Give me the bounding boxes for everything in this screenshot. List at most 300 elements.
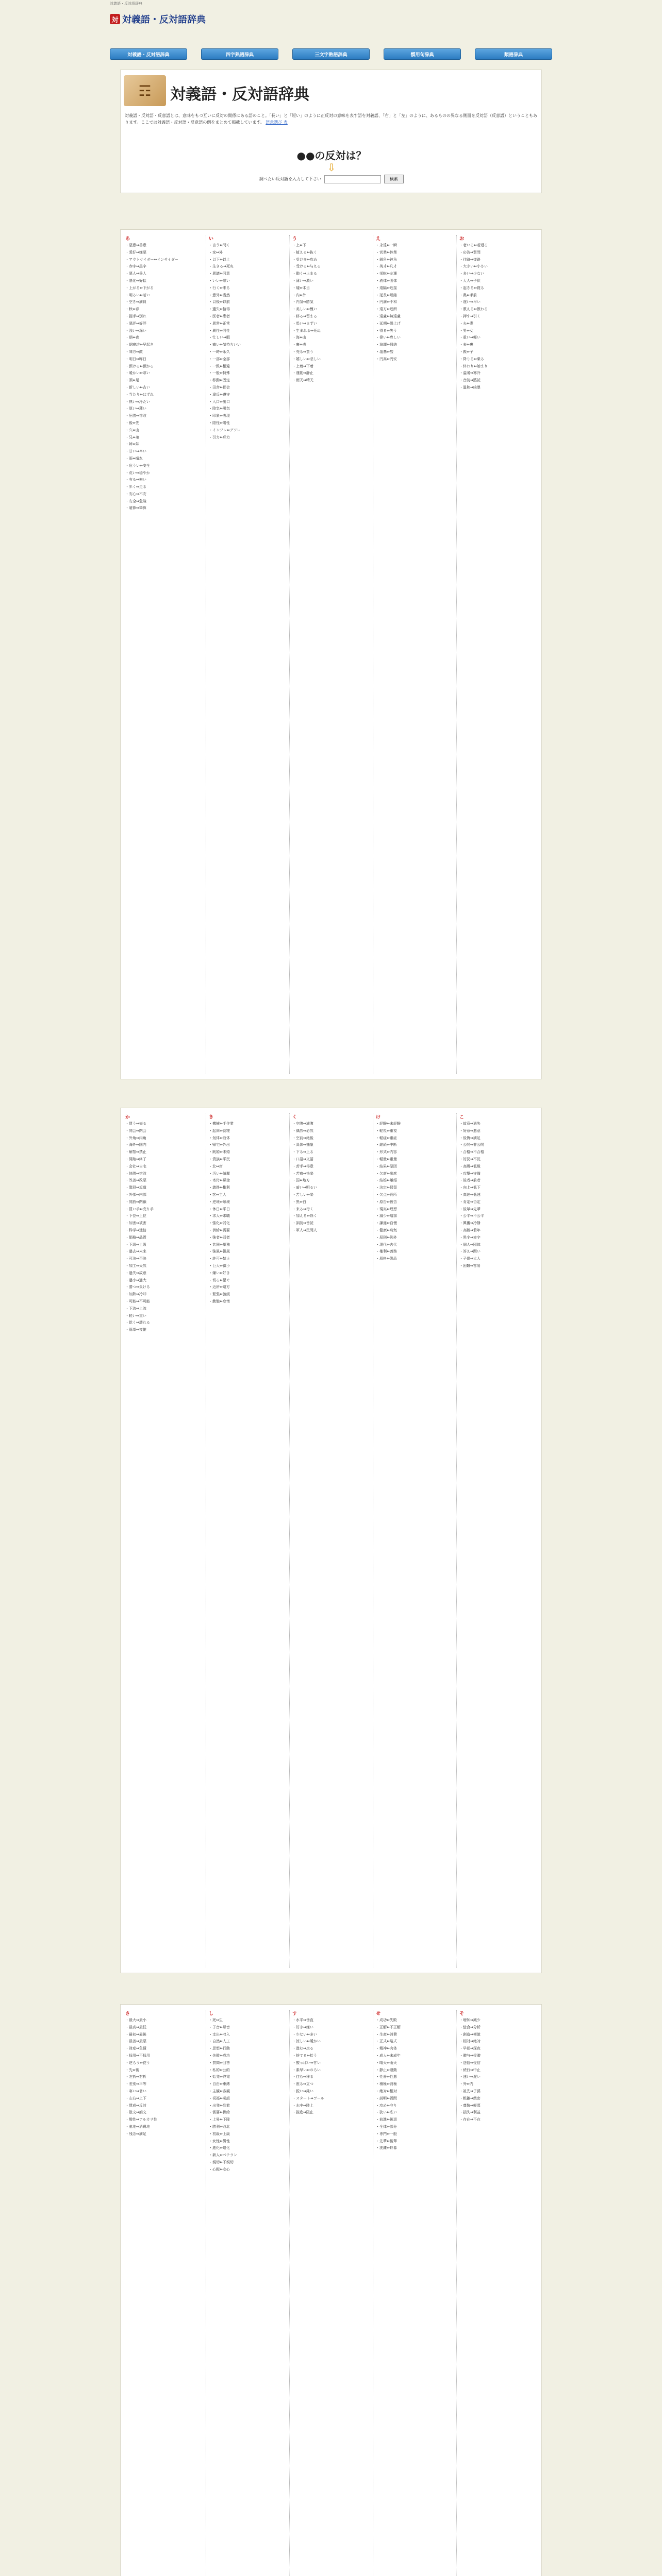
antonym-entry[interactable]: ・好況⇔不況 <box>459 1157 481 1161</box>
antonym-entry[interactable]: ・暖かい⇔寒い <box>125 371 150 376</box>
antonym-entry[interactable]: ・上⇔下 <box>292 243 306 247</box>
antonym-entry[interactable]: ・正式⇔略式 <box>376 2039 397 2044</box>
antonym-entry[interactable]: ・強者⇔弱者 <box>209 1235 230 1240</box>
antonym-entry[interactable]: ・開始⇔終了 <box>125 1157 146 1161</box>
antonym-entry[interactable]: ・送信⇔受信 <box>459 2060 481 2065</box>
antonym-entry[interactable]: ・口語⇔文語 <box>292 1157 313 1161</box>
antonym-entry[interactable]: ・答え⇔問い <box>459 1249 481 1254</box>
antonym-entry[interactable]: ・強化⇔弱化 <box>209 1221 230 1226</box>
antonym-entry[interactable]: ・穴⇔山 <box>125 428 139 432</box>
nav-idioms[interactable]: 慣用句辞典 <box>384 48 461 60</box>
antonym-entry[interactable]: ・後輩⇔先輩 <box>459 1207 481 1211</box>
antonym-entry[interactable]: ・一部⇔全部 <box>209 357 230 361</box>
antonym-entry[interactable]: ・勝利⇔敗北 <box>209 2124 230 2129</box>
antonym-entry[interactable]: ・田舎⇔都会 <box>209 385 230 389</box>
antonym-entry[interactable]: ・帰宅⇔外出 <box>209 1143 230 1147</box>
nav-four-character-idioms[interactable]: 四字熟語辞典 <box>201 48 278 60</box>
antonym-entry[interactable]: ・雨天⇔晴天 <box>292 378 313 383</box>
antonym-entry[interactable]: ・スタート⇔ゴール <box>292 2096 324 2100</box>
antonym-entry[interactable]: ・賛成⇔反対 <box>125 2103 146 2108</box>
antonym-entry[interactable]: ・差別⇔平等 <box>125 2082 146 2087</box>
antonym-entry[interactable]: ・裏⇔表 <box>292 343 306 347</box>
antonym-entry[interactable]: ・受け身⇔攻め <box>292 257 317 262</box>
antonym-entry[interactable]: ・原料⇔製品 <box>376 1257 397 1261</box>
antonym-entry[interactable]: ・安心⇔不安 <box>125 492 146 496</box>
antonym-entry[interactable]: ・軽量⇔重量 <box>376 1157 397 1161</box>
antonym-entry[interactable]: ・売る⇔買う <box>292 349 313 354</box>
antonym-entry[interactable]: ・後悔⇔満足 <box>459 1136 481 1140</box>
antonym-entry[interactable]: ・違反⇔遵守 <box>209 392 230 397</box>
antonym-entry[interactable]: ・客⇔主人 <box>209 1192 226 1197</box>
antonym-entry[interactable]: ・好意⇔悪意 <box>459 1128 481 1133</box>
antonym-entry[interactable]: ・捨てる⇔拾う <box>292 2053 317 2058</box>
antonym-entry[interactable]: ・終わり⇔始まり <box>459 364 488 368</box>
antonym-entry[interactable]: ・総合⇔分析 <box>459 2025 481 2029</box>
antonym-entry[interactable]: ・質問⇔回答 <box>209 2060 230 2065</box>
antonym-entry[interactable]: ・現代⇔古代 <box>376 1242 397 1247</box>
antonym-entry[interactable]: ・乾く⇔濡れる <box>125 1320 150 1325</box>
antonym-entry[interactable]: ・巨大⇔微小 <box>209 1263 230 1268</box>
antonym-entry[interactable]: ・降りる⇔乗る <box>459 357 484 361</box>
antonym-entry[interactable]: ・意外⇔当然 <box>209 293 230 297</box>
antonym-entry[interactable]: ・秋⇔春 <box>125 307 139 312</box>
antonym-entry[interactable]: ・温暖⇔寒冷 <box>459 371 481 376</box>
antonym-entry[interactable]: ・営業⇔休業 <box>376 250 397 255</box>
antonym-entry[interactable]: ・偶然⇔必然 <box>292 1128 313 1133</box>
antonym-entry[interactable]: ・財産⇔負債 <box>125 2046 146 2051</box>
antonym-entry[interactable]: ・産地⇔消費地 <box>125 2124 150 2129</box>
antonym-entry[interactable]: ・鋭角⇔鈍角 <box>376 257 397 262</box>
antonym-entry[interactable]: ・大きい⇔小さい <box>459 264 488 269</box>
antonym-entry[interactable]: ・公開⇔非公開 <box>459 1143 484 1147</box>
antonym-entry[interactable]: ・アウトサイダー⇔インサイダー <box>125 257 178 262</box>
antonym-entry[interactable]: ・現実⇔理想 <box>376 1207 397 1211</box>
antonym-entry[interactable]: ・成功⇔失敗 <box>376 2018 397 2022</box>
antonym-entry[interactable]: ・思想⇔行動 <box>209 2046 230 2051</box>
antonym-entry[interactable]: ・解禁⇔禁止 <box>125 1150 146 1155</box>
antonym-entry[interactable]: ・増加⇔減少 <box>459 2018 481 2022</box>
antonym-entry[interactable]: ・公平⇔不公平 <box>459 1214 484 1218</box>
antonym-entry[interactable]: ・応答⇔質問 <box>459 250 481 255</box>
antonym-entry[interactable]: ・栄転⇔左遷 <box>376 272 397 276</box>
antonym-entry[interactable]: ・黒字⇔赤字 <box>459 1235 481 1240</box>
antonym-entry[interactable]: ・有る⇔無い <box>125 478 146 482</box>
antonym-entry[interactable]: ・異議⇔同意 <box>209 272 230 276</box>
antonym-entry[interactable]: ・教える⇔教わる <box>459 307 488 312</box>
antonym-entry[interactable]: ・継続⇔中断 <box>376 1143 397 1147</box>
antonym-entry[interactable]: ・階段⇔坂道 <box>125 1185 146 1190</box>
antonym-entry[interactable]: ・悪人⇔善人 <box>125 272 146 276</box>
antonym-entry[interactable]: ・失敗⇔成功 <box>209 2053 230 2058</box>
antonym-entry[interactable]: ・行く⇔来る <box>209 285 230 290</box>
antonym-entry[interactable]: ・肯定⇔否定 <box>459 1199 481 1204</box>
antonym-entry[interactable]: ・薄い⇔濃い <box>292 278 313 283</box>
antonym-entry[interactable]: ・下流⇔上流 <box>125 1306 146 1311</box>
antonym-entry[interactable]: ・先輩⇔後輩 <box>376 2139 397 2143</box>
antonym-entry[interactable]: ・円高⇔円安 <box>376 357 397 361</box>
antonym-entry[interactable]: ・勝つ⇔負ける <box>125 1285 150 1290</box>
antonym-entry[interactable]: ・買い手⇔売り手 <box>125 1207 154 1211</box>
antonym-entry[interactable]: ・形式⇔内容 <box>376 1150 397 1155</box>
antonym-entry[interactable]: ・圧勝⇔惨敗 <box>125 414 146 418</box>
antonym-entry[interactable]: ・多い⇔少ない <box>459 272 484 276</box>
antonym-entry[interactable]: ・心配⇔安心 <box>209 2167 230 2172</box>
antonym-entry[interactable]: ・共同⇔単独 <box>209 1242 230 1247</box>
antonym-entry[interactable]: ・全体⇔部分 <box>376 2124 397 2129</box>
antonym-entry[interactable]: ・生きる⇔死ぬ <box>209 264 234 269</box>
antonym-entry[interactable]: ・高速⇔低速 <box>459 1192 481 1197</box>
antonym-entry[interactable]: ・散文⇔韻文 <box>125 2110 146 2115</box>
antonym-entry[interactable]: ・訓読⇔音読 <box>292 1221 313 1226</box>
antonym-entry[interactable]: ・一時⇔永久 <box>209 349 230 354</box>
antonym-entry[interactable]: ・創造⇔模倣 <box>459 2032 481 2037</box>
antonym-entry[interactable]: ・生まれる⇔死ぬ <box>292 328 321 333</box>
antonym-entry[interactable]: ・始発⇔終電 <box>209 2075 230 2079</box>
antonym-entry[interactable]: ・愛好⇔嫌悪 <box>125 250 146 255</box>
antonym-entry[interactable]: ・損失⇔利益 <box>459 2110 481 2115</box>
antonym-entry[interactable]: ・赤字⇔黒字 <box>125 264 146 269</box>
antonym-entry[interactable]: ・遠慮⇔無遠慮 <box>376 314 401 318</box>
antonym-entry[interactable]: ・荒い⇔穏やか <box>125 470 150 475</box>
antonym-entry[interactable]: ・女性⇔男性 <box>209 2139 230 2143</box>
antonym-entry[interactable]: ・合格⇔不合格 <box>459 1150 484 1155</box>
antonym-entry[interactable]: ・円満⇔不和 <box>376 300 397 304</box>
antonym-entry[interactable]: ・進む⇔戻る <box>292 2046 313 2051</box>
antonym-entry[interactable]: ・得る⇔失う <box>376 328 397 333</box>
antonym-entry[interactable]: ・苦手⇔得意 <box>292 1164 313 1168</box>
antonym-entry[interactable]: ・攻め⇔守り <box>376 2103 397 2108</box>
antonym-entry[interactable]: ・大人⇔子供 <box>459 278 481 283</box>
antonym-entry[interactable]: ・謙遜⇔自慢 <box>376 1221 397 1226</box>
antonym-entry[interactable]: ・遠隔⇔近接 <box>376 285 397 290</box>
antonym-entry[interactable]: ・自然⇔人工 <box>209 2039 230 2044</box>
antonym-entry[interactable]: ・鋭い⇔鈍い <box>292 2089 313 2093</box>
antonym-entry[interactable]: ・押す⇔引く <box>459 314 481 318</box>
antonym-entry[interactable]: ・忙しい⇔暇 <box>209 335 230 340</box>
antonym-entry[interactable]: ・加熱⇔冷却 <box>125 1292 146 1297</box>
antonym-entry[interactable]: ・以後⇔以前 <box>209 300 230 304</box>
antonym-entry[interactable]: ・内⇔外 <box>292 293 306 297</box>
antonym-entry[interactable]: ・危うい⇔安全 <box>125 463 150 468</box>
antonym-entry[interactable]: ・遺失⇔拾得 <box>209 307 230 312</box>
antonym-entry[interactable]: ・兄⇔弟 <box>125 435 139 439</box>
antonym-entry[interactable]: ・近所⇔遠方 <box>209 1285 230 1290</box>
antonym-entry[interactable]: ・左折⇔右折 <box>125 2075 146 2079</box>
antonym-entry[interactable]: ・洗練⇔野暮 <box>376 2146 397 2150</box>
antonym-entry[interactable]: ・出発⇔到着 <box>209 2103 230 2108</box>
antonym-entry[interactable]: ・奥⇔手前 <box>459 293 477 297</box>
antonym-entry[interactable]: ・上昇⇔下降 <box>209 2117 230 2122</box>
antonym-entry[interactable]: ・甘い⇔辛い <box>125 449 146 454</box>
antonym-entry[interactable]: ・健康⇔病気 <box>376 1228 397 1232</box>
antonym-entry[interactable]: ・需要⇔供給 <box>209 2110 230 2115</box>
antonym-entry[interactable]: ・既婚⇔未婚 <box>209 1150 230 1155</box>
antonym-entry[interactable]: ・説明⇔質問 <box>376 2096 397 2100</box>
antonym-entry[interactable]: ・少ない⇔多い <box>292 2032 317 2037</box>
antonym-entry[interactable]: ・酸性⇔アルカリ性 <box>125 2117 157 2122</box>
nav-synonyms[interactable]: 類語辞典 <box>475 48 552 60</box>
antonym-entry[interactable]: ・権利⇔義務 <box>376 1249 397 1254</box>
antonym-entry[interactable]: ・相対⇔絶対 <box>459 2039 481 2044</box>
antonym-entry[interactable]: ・空腹⇔満腹 <box>292 1122 313 1126</box>
antonym-entry[interactable]: ・私的⇔公的 <box>209 2067 230 2072</box>
antonym-entry[interactable]: ・好き⇔嫌い <box>292 2025 313 2029</box>
antonym-entry[interactable]: ・改善⇔改悪 <box>125 1178 146 1183</box>
antonym-entry[interactable]: ・主観⇔客観 <box>209 2089 230 2093</box>
antonym-entry[interactable]: ・採用⇔不採用 <box>125 2053 150 2058</box>
antonym-entry[interactable]: ・黒⇔白 <box>292 1199 306 1204</box>
antonym-entry[interactable]: ・姉⇔妹 <box>125 442 139 447</box>
antonym-entry[interactable]: ・熱い⇔冷たい <box>125 399 150 404</box>
antonym-entry[interactable]: ・新人⇔ベテラン <box>209 2153 237 2158</box>
antonym-entry[interactable]: ・外⇔内 <box>459 2082 473 2087</box>
antonym-entry[interactable]: ・早朝⇔深夜 <box>459 2046 481 2051</box>
antonym-entry[interactable]: ・気体⇔液体 <box>209 1136 230 1140</box>
antonym-entry[interactable]: ・緊張⇔弛緩 <box>209 1292 230 1297</box>
antonym-entry[interactable]: ・下位⇔上位 <box>125 1214 146 1218</box>
antonym-entry[interactable]: ・音読⇔黙読 <box>459 378 481 383</box>
antonym-entry[interactable]: ・絶対⇔相対 <box>376 2089 397 2093</box>
antonym-entry[interactable]: ・供給⇔需要 <box>209 1228 230 1232</box>
antonym-entry[interactable]: ・内気⇔勝気 <box>292 300 313 304</box>
antonym-entry[interactable]: ・強風⇔微風 <box>209 1249 230 1254</box>
antonym-entry[interactable]: ・嬉しい⇔悲しい <box>292 357 321 361</box>
antonym-entry[interactable]: ・加害⇔被害 <box>125 1221 146 1226</box>
antonym-entry[interactable]: ・老いる⇔若返る <box>459 243 488 247</box>
antonym-entry[interactable]: ・起床⇔就寝 <box>209 1128 230 1133</box>
antonym-entry[interactable]: ・積極⇔消極 <box>376 2082 397 2087</box>
antonym-entry[interactable]: ・最高⇔最低 <box>125 2025 146 2029</box>
antonym-entry[interactable]: ・買う⇔売る <box>125 1122 146 1126</box>
antonym-entry[interactable]: ・逆境⇔順境 <box>209 1199 230 1204</box>
antonym-entry[interactable]: ・困難⇔容易 <box>459 1263 481 1268</box>
antonym-entry[interactable]: ・贈与⇔受贈 <box>459 2053 481 2058</box>
nav-three-character-idioms[interactable]: 三文字熟語辞典 <box>292 48 370 60</box>
antonym-entry[interactable]: ・空き⇔満員 <box>125 300 146 304</box>
antonym-entry[interactable]: ・貴族⇔平民 <box>209 1157 230 1161</box>
antonym-entry[interactable]: ・涼しい⇔暖かい <box>292 2039 321 2044</box>
antonym-entry[interactable]: ・子供⇔大人 <box>459 1257 481 1261</box>
antonym-entry[interactable]: ・休日⇔平日 <box>209 1207 230 1211</box>
antonym-entry[interactable]: ・引力⇔斥力 <box>209 435 230 439</box>
antonym-entry[interactable]: ・偉い⇔卑しい <box>376 335 401 340</box>
antonym-entry[interactable]: ・嘘⇔本当 <box>292 285 310 290</box>
antonym-entry[interactable]: ・外部⇔内部 <box>125 1192 146 1197</box>
antonym-entry[interactable]: ・素早い⇔のろい <box>292 2067 321 2072</box>
antonym-entry[interactable]: ・加える⇔除く <box>292 1214 317 1218</box>
antonym-entry[interactable]: ・水平⇔垂直 <box>292 2018 313 2022</box>
antonym-entry[interactable]: ・永遠⇔一瞬 <box>376 243 397 247</box>
antonym-entry[interactable]: ・明るい⇔暗い <box>125 293 150 297</box>
antonym-entry[interactable]: ・義務⇔権利 <box>209 1185 230 1190</box>
antonym-entry[interactable]: ・祖先⇔子孫 <box>459 2089 481 2093</box>
antonym-entry[interactable]: ・国⇔地方 <box>292 1178 310 1183</box>
antonym-entry[interactable]: ・許可⇔禁止 <box>209 1257 230 1261</box>
antonym-entry[interactable]: ・移動⇔固定 <box>209 378 230 383</box>
antonym-entry[interactable]: ・下級⇔上級 <box>125 1242 146 1247</box>
antonym-entry[interactable]: ・朝⇔夜 <box>125 335 139 340</box>
antonym-entry[interactable]: ・延長⇔短縮 <box>376 293 397 297</box>
antonym-entry[interactable]: ・言う⇔聞く <box>209 243 230 247</box>
antonym-entry[interactable]: ・支出⇔収入 <box>209 2032 230 2037</box>
antonym-entry[interactable]: ・科学⇔迷信 <box>125 1228 146 1232</box>
antonym-entry[interactable]: ・水中⇔陸上 <box>292 2103 313 2108</box>
antonym-entry[interactable]: ・起きる⇔寝る <box>459 285 484 290</box>
antonym-entry[interactable]: ・結果⇔原因 <box>376 1164 397 1168</box>
antonym-entry[interactable]: ・悪化⇔好転 <box>125 278 146 283</box>
antonym-entry[interactable]: ・性善⇔性悪 <box>376 2075 397 2079</box>
antonym-entry[interactable]: ・高級⇔低級 <box>459 1164 481 1168</box>
antonym-entry[interactable]: ・残念⇔満足 <box>125 2131 146 2136</box>
nav-antonym-dictionary[interactable]: 対義語・反対語辞典 <box>110 48 187 60</box>
antonym-entry[interactable]: ・新しい⇔古い <box>125 385 150 389</box>
antonym-entry[interactable]: ・苦しい⇔楽 <box>292 1192 313 1197</box>
antonym-entry[interactable]: ・個人⇔団体 <box>459 1242 481 1247</box>
antonym-entry[interactable]: ・当たり⇔はずれ <box>125 392 154 397</box>
antonym-entry[interactable]: ・美しい⇔醜い <box>292 307 317 312</box>
antonym-entry[interactable]: ・祝福⇔呪詛 <box>209 2096 230 2100</box>
antonym-entry[interactable]: ・親⇔子 <box>459 349 473 354</box>
antonym-entry[interactable]: ・速い⇔遅い <box>459 2075 481 2079</box>
antonym-entry[interactable]: ・植える⇔抜く <box>292 250 317 255</box>
antonym-entry[interactable]: ・握手⇔別れ <box>125 314 146 318</box>
antonym-entry[interactable]: ・往路⇔復路 <box>459 257 481 262</box>
antonym-entry[interactable]: ・先⇔後 <box>125 2067 139 2072</box>
antonym-entry[interactable]: ・空前⇔絶後 <box>292 1136 313 1140</box>
antonym-entry[interactable]: ・歩く⇔走る <box>125 485 146 489</box>
antonym-entry[interactable]: ・味方⇔敵 <box>125 349 143 354</box>
antonym-entry[interactable]: ・開放⇔閉鎖 <box>125 1199 146 1204</box>
antonym-entry[interactable]: ・死⇔生 <box>209 2018 223 2022</box>
antonym-entry[interactable]: ・下る⇔上る <box>292 1150 313 1155</box>
antonym-entry[interactable]: ・受ける⇔与える <box>292 264 321 269</box>
antonym-entry[interactable]: ・陰性⇔陽性 <box>209 420 230 425</box>
antonym-entry[interactable]: ・住む⇔移る <box>292 2075 313 2079</box>
antonym-entry[interactable]: ・異常⇔正常 <box>209 321 230 326</box>
antonym-entry[interactable]: ・外角⇔内角 <box>125 1136 146 1140</box>
antonym-entry[interactable]: ・快勝⇔惜敗 <box>125 1171 146 1176</box>
antonym-entry[interactable]: ・いい⇔悪い <box>209 278 230 283</box>
antonym-entry[interactable]: ・推進⇔阻止 <box>292 2110 313 2115</box>
antonym-entry[interactable]: ・厚い⇔薄い <box>125 406 146 411</box>
antonym-entry[interactable]: ・遅い⇔早い <box>459 300 481 304</box>
antonym-entry[interactable]: ・温和⇔凶暴 <box>459 385 481 389</box>
antonym-entry[interactable]: ・簡単⇔複雑 <box>125 1328 146 1332</box>
antonym-entry[interactable]: ・汚い⇔綺麗 <box>209 1171 230 1176</box>
antonym-entry[interactable]: ・家⇔外 <box>209 250 223 255</box>
antonym-entry[interactable]: ・一般⇔特殊 <box>209 371 230 376</box>
antonym-entry[interactable]: ・狭い⇔広い <box>376 2110 397 2115</box>
antonym-entry[interactable]: ・一致⇔相違 <box>209 364 230 368</box>
antonym-entry[interactable]: ・欠席⇔出席 <box>376 1171 397 1176</box>
antonym-entry[interactable]: ・開会⇔閉会 <box>125 1128 146 1133</box>
antonym-entry[interactable]: ・表⇔裏 <box>459 343 473 347</box>
antonym-entry[interactable]: ・男⇔女 <box>459 328 473 333</box>
antonym-entry[interactable]: ・過去⇔未来 <box>125 1249 146 1254</box>
antonym-entry[interactable]: ・生産⇔消費 <box>376 2032 397 2037</box>
antonym-entry[interactable]: ・精神⇔肉体 <box>376 2046 397 2051</box>
antonym-entry[interactable]: ・前進⇔後退 <box>376 2117 397 2122</box>
antonym-entry[interactable]: ・重い⇔軽い <box>459 335 481 340</box>
antonym-entry[interactable]: ・馬い⇔まずい <box>292 321 317 326</box>
search-input[interactable] <box>324 175 381 183</box>
antonym-entry[interactable]: ・動く⇔止まる <box>292 272 317 276</box>
antonym-entry[interactable]: ・明日⇔昨日 <box>125 357 146 361</box>
antonym-entry[interactable]: ・進化⇔退化 <box>209 2146 230 2150</box>
antonym-entry[interactable]: ・正解⇔不正解 <box>376 2025 401 2029</box>
antonym-entry[interactable]: ・朝寝坊⇔早起き <box>125 343 154 347</box>
antonym-entry[interactable]: ・以下⇔以上 <box>209 257 230 262</box>
antonym-entry[interactable]: ・過失⇔故意 <box>125 1270 146 1275</box>
site-logo[interactable] <box>110 11 206 27</box>
antonym-entry[interactable]: ・最善⇔最悪 <box>125 2039 146 2044</box>
antonym-entry[interactable]: ・原告⇔被告 <box>376 1199 397 1204</box>
antonym-entry[interactable]: ・延期⇔繰上げ <box>376 321 401 326</box>
antonym-entry[interactable]: ・軽症⇔重症 <box>376 1136 397 1140</box>
antonym-entry[interactable]: ・晴天⇔雨天 <box>376 2060 397 2065</box>
antonym-entry[interactable]: ・最大⇔最小 <box>125 2018 146 2022</box>
antonym-entry[interactable]: ・過小⇔過大 <box>125 1278 146 1282</box>
antonym-entry[interactable]: ・自由⇔束縛 <box>209 2082 230 2087</box>
antonym-entry[interactable]: ・勤勉⇔怠惰 <box>209 1299 230 1303</box>
antonym-entry[interactable]: ・苦痛⇔快楽 <box>292 1171 313 1176</box>
antonym-entry[interactable]: ・左右⇔上下 <box>125 2096 146 2100</box>
antonym-entry[interactable]: ・暗算⇔筆算 <box>125 506 146 511</box>
antonym-entry[interactable]: ・悪評⇔好評 <box>125 321 146 326</box>
antonym-entry[interactable]: ・入口⇔出口 <box>209 399 230 404</box>
antonym-entry[interactable]: ・経験⇔未経験 <box>376 1122 401 1126</box>
antonym-entry[interactable]: ・軽い⇔重い <box>125 1313 146 1318</box>
antonym-entry[interactable]: ・悪意⇔善意 <box>125 243 146 247</box>
antonym-entry[interactable]: ・可能⇔不可能 <box>125 1299 150 1303</box>
antonym-entry[interactable]: ・インフレ⇔デフレ <box>209 428 241 432</box>
antonym-entry[interactable]: ・高齢⇔若年 <box>459 1228 481 1232</box>
antonym-entry[interactable]: ・故意⇔過失 <box>459 1122 481 1126</box>
antonym-entry[interactable]: ・成人⇔未成年 <box>376 2053 401 2058</box>
antonym-entry[interactable]: ・浅い⇔深い <box>125 328 146 333</box>
antonym-entry[interactable]: ・具体⇔抽象 <box>292 1143 313 1147</box>
antonym-entry[interactable]: ・軽視⇔重視 <box>376 1128 397 1133</box>
antonym-entry[interactable]: ・減少⇔増加 <box>376 1214 397 1218</box>
antonym-entry[interactable]: ・存在⇔不在 <box>459 2117 481 2122</box>
antonym-entry[interactable]: ・海外⇔国内 <box>125 1143 146 1147</box>
antonym-entry[interactable]: ・痛い⇔気持ちいい <box>209 343 241 347</box>
antonym-entry[interactable]: ・安全⇔危険 <box>125 499 146 503</box>
antonym-entry[interactable]: ・尊敬⇔軽蔑 <box>459 2103 481 2108</box>
antonym-entry[interactable]: ・医者⇔患者 <box>209 314 230 318</box>
antonym-entry[interactable]: ・移る⇔留まる <box>292 314 317 318</box>
antonym-entry[interactable]: ・続行⇔中止 <box>459 2067 481 2072</box>
antonym-entry[interactable]: ・上がる⇔下がる <box>125 285 154 290</box>
antonym-entry[interactable]: ・切る⇔繋ぐ <box>209 1278 230 1282</box>
antonym-entry[interactable]: ・加工⇔天然 <box>125 1263 146 1268</box>
antonym-entry[interactable]: ・向上⇔低下 <box>459 1185 481 1190</box>
antonym-entry[interactable]: ・興奮⇔冷静 <box>459 1221 481 1226</box>
antonym-entry[interactable]: ・初級⇔上級 <box>209 2131 230 2136</box>
intro-link[interactable]: 語意選び 表 <box>266 120 288 125</box>
antonym-entry[interactable]: ・軍人⇔民間人 <box>292 1228 317 1232</box>
antonym-entry[interactable]: ・雨⇔晴れ <box>125 456 143 461</box>
search-button[interactable]: 検索 <box>384 175 404 183</box>
antonym-entry[interactable]: ・印象⇔表現 <box>209 414 230 418</box>
antonym-entry[interactable]: ・陰気⇔陽気 <box>209 406 230 411</box>
antonym-entry[interactable]: ・寄付⇔募金 <box>209 1178 230 1183</box>
antonym-entry[interactable]: ・酸っぱい⇔甘い <box>292 2060 321 2065</box>
antonym-entry[interactable]: ・結婚⇔離婚 <box>376 1178 397 1183</box>
antonym-entry[interactable]: ・寒い⇔暑い <box>125 2089 146 2093</box>
antonym-entry[interactable]: ・英才⇔凡才 <box>376 264 397 269</box>
antonym-entry[interactable]: ・遠方⇔近所 <box>376 307 397 312</box>
